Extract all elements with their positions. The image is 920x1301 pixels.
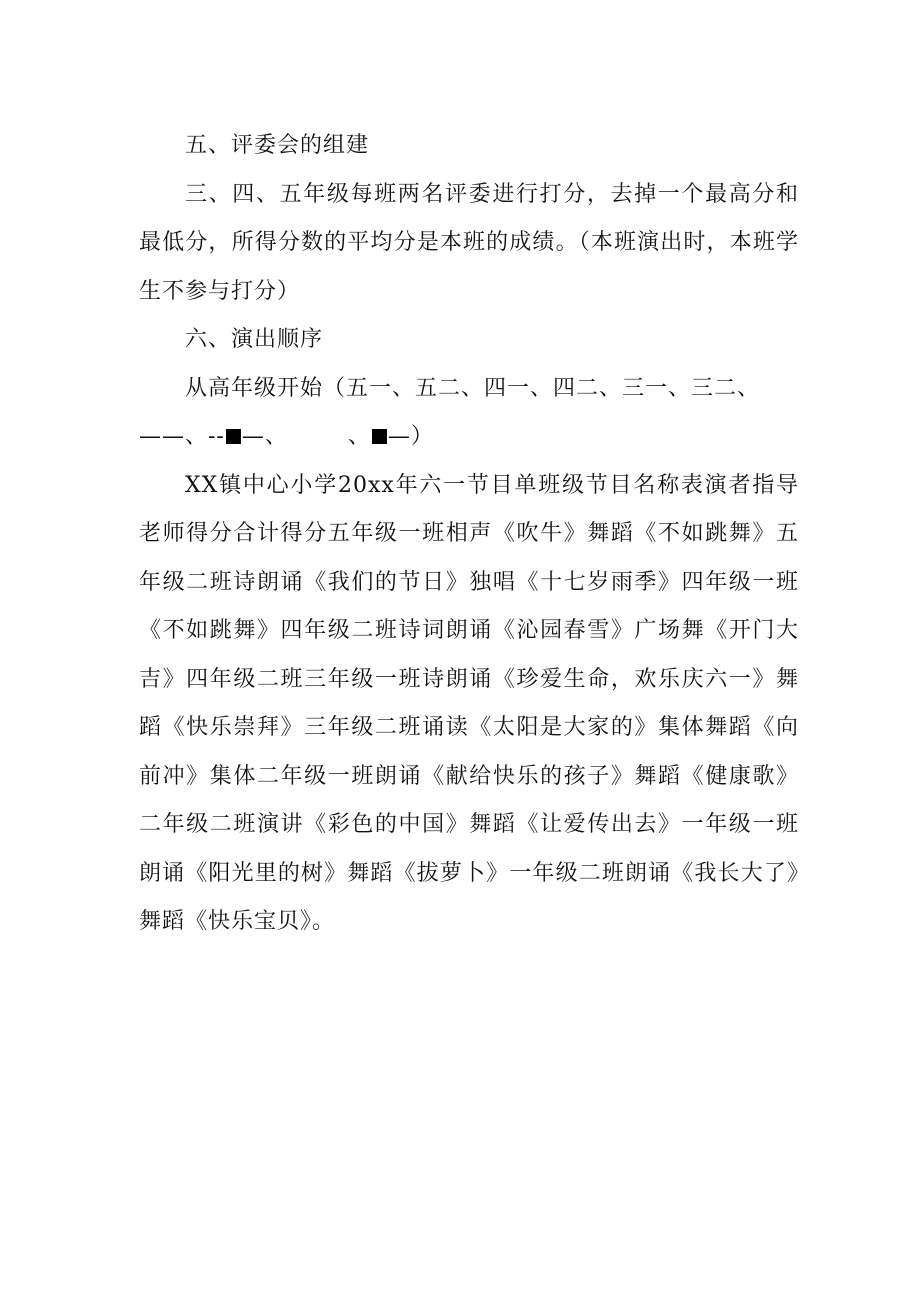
order-seg-b: —、 <box>241 424 288 449</box>
paragraph-program-list: XX镇中心小学20xx年六一节目单班级节目名称表演者指导老师得分合计得分五年级一班相声《吹牛》舞蹈《不如跳舞》五年级二班诗朗诵《我们的节日》独唱《十七岁雨季》四年级一班《不如跳舞》四年级二班诗词朗诵《沁园春雪》广场舞《开门大吉》四年级二班三年级一班诗朗诵《珍爱生命，欢乐庆六一》舞蹈《快乐崇拜》三年级二班诵读《太阳是大家的》集体舞蹈《向前冲》集体二年级一班朗诵《献给快乐的孩子》舞蹈《健康歌》二年级二班演讲《彩色的中国》舞蹈《让爱传出去》一年级一班朗诵《阳光里的树》舞蹈《拔萝卜》一年级二班朗诵《我长大了》舞蹈《快乐宝贝》。 <box>139 472 799 934</box>
order-line-1: 从高年级开始（五一、五二、四一、四二、三一、三二、 <box>185 375 761 401</box>
black-square-mark <box>226 429 241 444</box>
section-heading-jury: 五、评委会的组建 <box>185 133 370 158</box>
document-body <box>139 122 799 947</box>
order-seg-d: —） <box>387 424 434 449</box>
paragraph-performance-order <box>139 365 799 462</box>
section-heading-order: 六、演出顺序 <box>185 327 324 352</box>
black-square-mark <box>372 429 387 444</box>
paragraph-jury-rules: 三、四、五年级每班两名评委进行打分，去掉一个最高分和最低分，所得分数的平均分是本班的成绩。（本班演出时，本班学生不参与打分） <box>139 181 799 304</box>
order-seg-c: 、 <box>347 424 371 449</box>
order-seg-a: ——、-- <box>139 424 225 449</box>
